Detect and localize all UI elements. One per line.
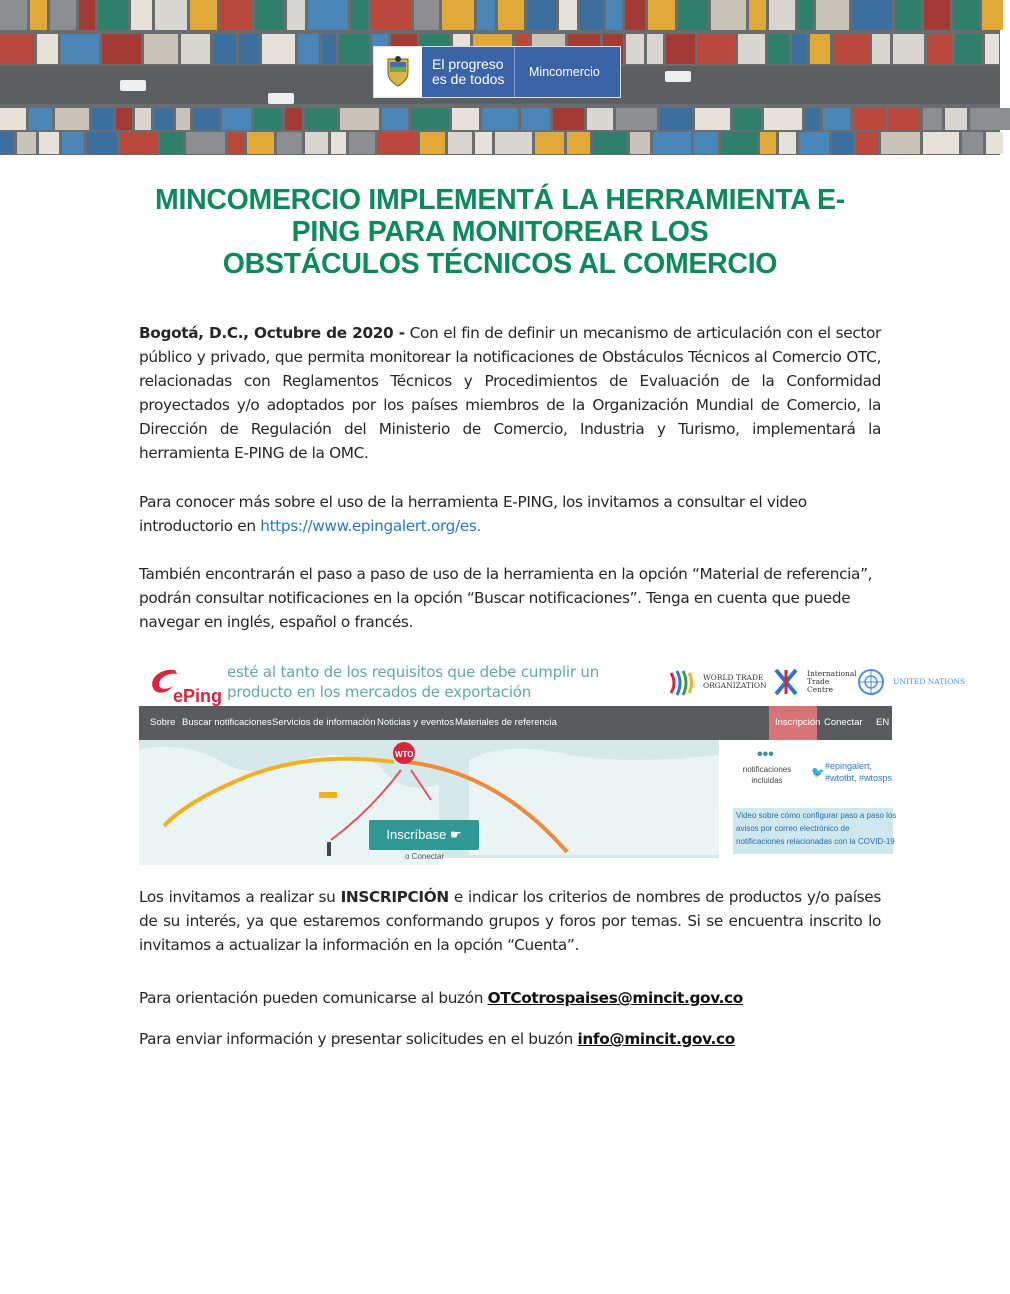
container-block xyxy=(305,108,337,130)
container-block xyxy=(239,34,259,64)
container-block xyxy=(285,108,302,130)
container-block xyxy=(55,108,89,130)
language-label: EN xyxy=(876,717,890,728)
colombia-seal-icon xyxy=(374,47,422,97)
container-block xyxy=(893,34,924,64)
notifications-label: notificaciones incluidas xyxy=(742,765,792,785)
container-block xyxy=(331,132,346,154)
container-block xyxy=(37,34,58,64)
itc-name: International Trade Centre xyxy=(807,669,857,694)
chevron-down-icon: ▾ xyxy=(891,717,897,728)
intro-text: Con el fin de definir un mecanismo de articulación con el sector público y privado, que permita monitorear la notificaciones de Obstáculos Técnicos al Comercio OTC, relacionadas con Reglamentos Técnicos y Procedimientos de Evaluación de la Conformidad proyectados y/o adoptados por los países miembros de la Organización Mundial de Comercio, la Dirección de Regulación del Ministerio de Comercio, Industria y Turismo, implementará la herramienta E-PING de la OMC. xyxy=(139,324,881,462)
container-block xyxy=(287,0,305,30)
container-block xyxy=(924,0,950,30)
container-block xyxy=(721,132,757,154)
container-block xyxy=(895,0,921,30)
eping-link[interactable]: https://www.epingalert.org/es. xyxy=(260,517,481,535)
container-block xyxy=(832,132,853,154)
container-block xyxy=(816,0,849,30)
container-block xyxy=(666,34,695,64)
otc-email-link[interactable]: OTCotrospaises@mincit.gov.co xyxy=(487,989,743,1007)
video-text: Para conocer más sobre el uso de la herramienta E-PING, los invitamos a consultar el video introductorio en xyxy=(139,493,807,535)
orientation-text: Para orientación pueden comunicarse al buzón xyxy=(139,989,488,1007)
container-block xyxy=(810,34,830,64)
container-block xyxy=(135,108,151,130)
container-block xyxy=(559,0,577,30)
brand-ministry: Mincomercio xyxy=(514,47,620,97)
container-block xyxy=(87,132,117,154)
container-block xyxy=(322,34,336,64)
wto-name: WORLD TRADE ORGANIZATION xyxy=(703,673,767,690)
container-block xyxy=(823,108,850,130)
container-block xyxy=(61,34,99,64)
container-block xyxy=(351,0,368,30)
container-block xyxy=(50,0,76,30)
container-block xyxy=(616,108,657,130)
hand-icon: ☛ xyxy=(449,827,462,842)
container-block xyxy=(593,132,627,154)
container-block xyxy=(567,132,590,154)
nav-item-sobre[interactable]: Sobre xyxy=(150,717,176,728)
container-block xyxy=(799,132,829,154)
container-block xyxy=(779,132,796,154)
container-block xyxy=(927,34,952,64)
container-block xyxy=(222,108,251,130)
container-block xyxy=(923,108,942,130)
container-block xyxy=(580,0,603,30)
container-block xyxy=(371,0,411,30)
container-block xyxy=(872,34,890,64)
twitter-icon: 🐦 xyxy=(811,767,825,779)
container-block xyxy=(495,132,532,154)
partner-logos xyxy=(667,662,966,702)
container-block xyxy=(626,34,644,64)
container-block xyxy=(805,108,820,130)
container-block xyxy=(985,34,999,64)
container-block xyxy=(521,108,550,130)
covid-video-box[interactable] xyxy=(733,808,897,854)
container-block xyxy=(79,0,95,30)
title-line: MINCOMERCIO IMPLEMENTÁ LA HERRAMIENTA E- xyxy=(155,184,845,216)
container-block xyxy=(247,132,274,154)
signup-post: e indicar los criterios de nombres de productos y/o países de su interés, ya que estaremos conformando grupos y foros por temas. Si se encuentra inscrito lo invitamos a actualizar la información en la opción “Cuenta”. xyxy=(139,888,881,954)
video-line: Video sobre cómo configurar paso a paso los xyxy=(736,811,897,820)
container-block xyxy=(255,0,284,30)
container-block xyxy=(475,132,492,154)
brand-slogan: El progreso es de todos xyxy=(422,47,514,97)
container-block xyxy=(154,108,173,130)
wto-logo-icon xyxy=(667,667,695,697)
header-banner xyxy=(0,0,1000,155)
container-block xyxy=(0,0,27,30)
container-block xyxy=(553,108,584,130)
container-block xyxy=(193,108,219,130)
container-block xyxy=(448,132,472,154)
container-block xyxy=(962,132,983,154)
nav-item-noticias[interactable]: Noticias y eventos xyxy=(377,717,455,728)
truck-icon xyxy=(268,93,294,104)
mincomercio-brand xyxy=(374,47,620,97)
container-block xyxy=(970,108,1010,130)
container-block xyxy=(39,132,59,154)
container-block xyxy=(888,108,920,130)
video-line: avisos por correo electrónico de xyxy=(736,824,850,833)
hashtag-line: #wtotbt, #wtosps xyxy=(825,773,893,783)
container-block xyxy=(30,0,47,30)
container-block xyxy=(181,34,210,64)
container-block xyxy=(349,132,375,154)
submissions-paragraph xyxy=(139,1027,881,1051)
container-block xyxy=(160,132,183,154)
container-block xyxy=(852,0,892,30)
container-block xyxy=(733,108,761,130)
video-line: notificaciones relacionadas con la COVID-19 xyxy=(736,837,895,846)
container-block xyxy=(482,108,518,130)
container-block xyxy=(953,0,979,30)
container-block xyxy=(0,34,34,64)
container-block xyxy=(587,108,613,130)
container-block xyxy=(923,132,959,154)
container-block xyxy=(144,34,178,64)
title-line: OBSTÁCULOS TÉCNICOS AL COMERCIO xyxy=(222,248,778,280)
container-block xyxy=(62,132,84,154)
container-block xyxy=(698,34,735,64)
container-block xyxy=(220,0,252,30)
intro-paragraph xyxy=(139,321,881,465)
container-block xyxy=(738,34,765,64)
hashtag-line: #epingalert, xyxy=(825,761,873,771)
container-block xyxy=(0,108,26,130)
guide-text: También encontrarán el paso a paso de uso de la herramienta en la opción “Material de referencia”, podrán consultar notificaciones en la opción “Buscar notificaciones”. Tenga en cuenta que puede navegar en inglés, español o francés. xyxy=(139,565,873,631)
container-row xyxy=(0,0,1000,30)
signup-button[interactable] xyxy=(369,820,479,850)
container-block xyxy=(660,108,692,130)
container-block xyxy=(535,132,564,154)
dateline: Bogotá, D.C., Octubre de 2020 - xyxy=(139,324,405,342)
un-name: UNITED NATIONS xyxy=(893,677,966,686)
signup-bold: INSCRIPCIÓN xyxy=(340,888,449,906)
container-block xyxy=(856,132,878,154)
container-block xyxy=(190,0,217,30)
container-block xyxy=(308,0,348,30)
page-title xyxy=(120,184,880,280)
container-block xyxy=(155,0,187,30)
eping-sidebar xyxy=(719,740,897,858)
container-block xyxy=(945,108,967,130)
container-block xyxy=(339,34,369,64)
container-block xyxy=(262,34,295,64)
container-block xyxy=(798,0,813,30)
un-logo-icon xyxy=(857,668,885,696)
nav-item-conectar[interactable]: Conectar xyxy=(824,717,863,728)
container-block xyxy=(630,132,650,154)
container-block xyxy=(498,0,524,30)
container-block xyxy=(749,0,766,30)
nav-item-materiales[interactable]: Materiales de referencia xyxy=(455,717,557,728)
eping-logo-text: ePing xyxy=(173,686,223,706)
container-block xyxy=(678,0,708,30)
container-block xyxy=(277,132,302,154)
container-block xyxy=(625,0,645,30)
container-block xyxy=(833,34,869,64)
connect-link[interactable]: o Conectar xyxy=(405,852,445,861)
nav-item-servicios[interactable]: Servicios de información xyxy=(272,717,376,728)
container-row xyxy=(0,132,1000,154)
container-block xyxy=(411,108,449,130)
container-block xyxy=(764,108,802,130)
eping-tagline: esté al tanto de los requisitos que debe cumplir un producto en los mercados de exportación xyxy=(227,663,600,701)
container-block xyxy=(378,132,417,154)
container-block xyxy=(0,132,14,154)
container-block xyxy=(982,0,1003,30)
container-row xyxy=(0,108,1000,130)
container-block xyxy=(695,108,730,130)
container-block xyxy=(228,132,244,154)
container-block xyxy=(653,132,691,154)
container-block xyxy=(853,108,885,130)
nav-item-inscripcion[interactable]: Inscripción xyxy=(769,706,817,740)
container-block xyxy=(120,132,157,154)
container-block xyxy=(131,0,152,30)
container-block xyxy=(477,0,495,30)
container-block xyxy=(527,0,556,30)
container-block xyxy=(176,108,190,130)
container-block xyxy=(442,0,474,30)
container-block xyxy=(452,108,479,130)
container-block xyxy=(955,34,982,64)
eping-logo xyxy=(145,662,223,706)
container-block xyxy=(694,132,718,154)
container-block xyxy=(647,34,663,64)
orientation-paragraph xyxy=(139,986,881,1010)
container-block xyxy=(648,0,675,30)
eping-header xyxy=(139,656,966,706)
guide-paragraph xyxy=(139,562,881,634)
container-block xyxy=(186,132,225,154)
container-block xyxy=(17,132,36,154)
container-block xyxy=(254,108,282,130)
wto-badge-text: WTO xyxy=(395,750,414,759)
signup-pre: Los invitamos a realizar su xyxy=(139,888,341,906)
eping-screenshot xyxy=(139,656,966,861)
container-block xyxy=(382,108,408,130)
hashtags xyxy=(825,760,892,784)
container-block xyxy=(606,0,622,30)
language-select[interactable] xyxy=(876,706,897,740)
container-block xyxy=(29,108,52,130)
title-line: PING PARA MONITOREAR LOS xyxy=(291,216,709,248)
container-block xyxy=(881,132,920,154)
container-block xyxy=(340,108,379,130)
itc-logo-icon xyxy=(773,667,799,697)
container-block xyxy=(711,0,746,30)
eping-navbar xyxy=(139,706,897,740)
container-block xyxy=(116,108,132,130)
container-block xyxy=(414,0,439,30)
container-block xyxy=(98,0,128,30)
container-block xyxy=(420,132,445,154)
world-map-graphic xyxy=(139,740,719,861)
more-icon: ••• xyxy=(757,746,774,763)
container-block xyxy=(305,132,328,154)
container-block xyxy=(213,34,236,64)
container-block xyxy=(92,108,113,130)
container-block xyxy=(298,34,319,64)
container-block xyxy=(792,34,807,64)
container-block xyxy=(768,34,789,64)
submissions-text: Para enviar información y presentar solicitudes en el buzón xyxy=(139,1030,578,1048)
truck-icon xyxy=(665,71,691,82)
truck-icon xyxy=(120,80,146,91)
video-paragraph xyxy=(139,490,881,538)
container-block xyxy=(769,0,795,30)
info-email-link[interactable]: info@mincit.gov.co xyxy=(577,1030,735,1048)
container-block xyxy=(102,34,141,64)
signup-label: Inscríbase xyxy=(386,827,447,842)
container-block xyxy=(986,132,1003,154)
signup-paragraph xyxy=(139,885,881,957)
container-block xyxy=(760,132,776,154)
nav-item-buscar[interactable]: Buscar notificaciones xyxy=(182,717,272,728)
